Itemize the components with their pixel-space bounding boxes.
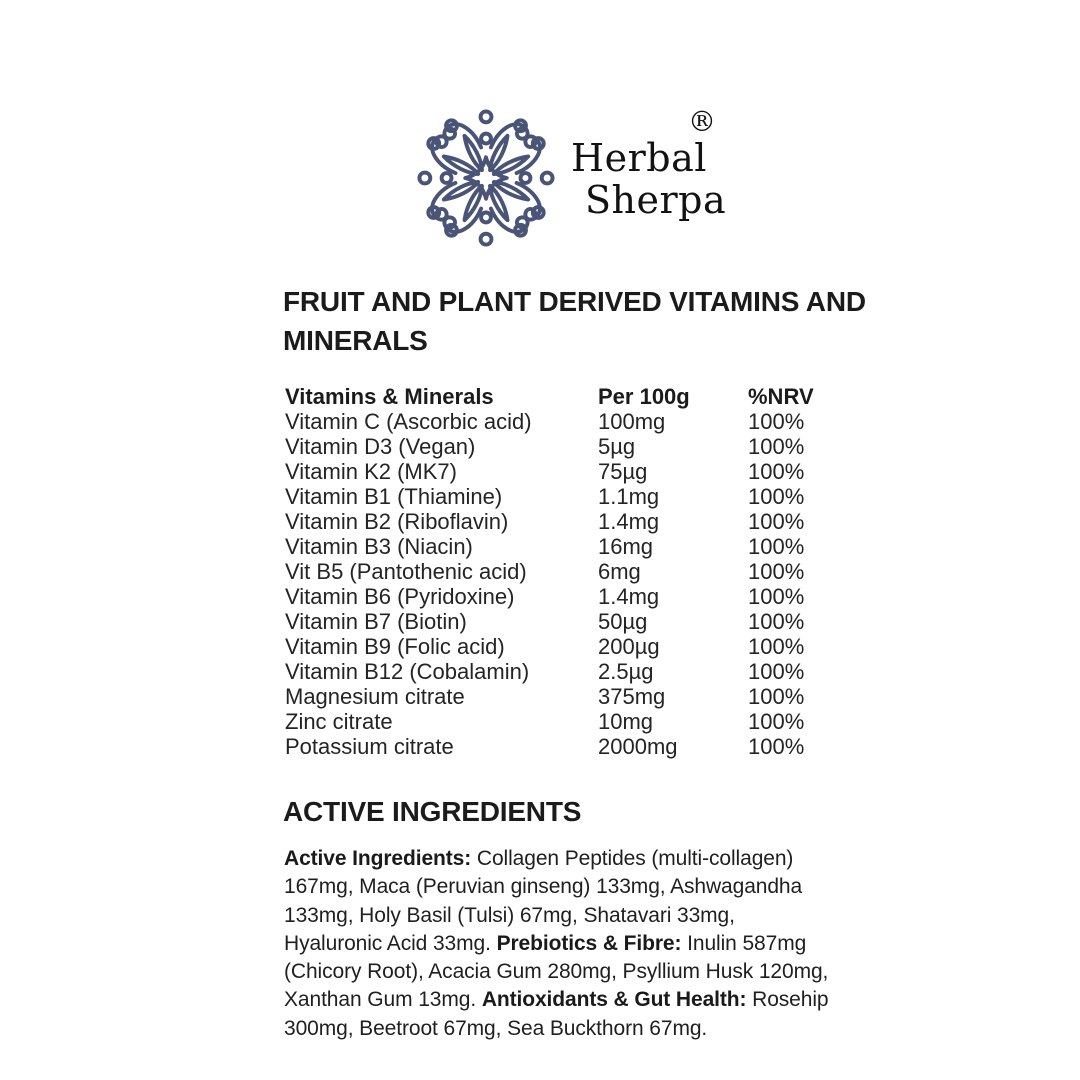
nutrient-name-cell: Zinc citrate <box>285 709 393 734</box>
nutrient-nrv-cell: 100% <box>748 434 805 459</box>
table-row <box>285 409 830 434</box>
nutrient-amount-cell: 50µg <box>598 609 648 634</box>
nutrient-name-cell: Vitamin B7 (Biotin) <box>285 609 467 634</box>
table-row <box>285 684 830 709</box>
nutrient-nrv-cell: 100% <box>748 684 805 709</box>
nutrient-name-cell: Vitamin D3 (Vegan) <box>285 434 476 459</box>
ingredient-list-text: Inulin 587mg (Chicory Root), Acacia Gum 280mg, Psyllium Husk 120mg, Xanthan Gum 13mg. <box>284 931 829 1012</box>
nutrient-amount-cell: 10mg <box>598 709 654 734</box>
column-header-amount: Per 100g <box>598 384 690 409</box>
nutrient-nrv-cell: 100% <box>748 584 805 609</box>
table-row <box>285 609 830 634</box>
nutrient-amount-cell: 16mg <box>598 534 654 559</box>
nutrient-name-cell: Vitamin C (Ascorbic acid) <box>285 409 532 434</box>
ingredient-list-text: Rosehip 300mg, Beetroot 67mg, Sea Buckthorn 67mg. <box>284 988 829 1040</box>
nutrient-amount-cell: 1.1mg <box>598 484 660 509</box>
nutrient-nrv-cell: 100% <box>748 459 805 484</box>
nutrient-name-cell: Vitamin B6 (Pyridoxine) <box>285 584 515 609</box>
nutrient-nrv-cell: 100% <box>748 609 805 634</box>
nutrient-name-cell: Vitamin B9 (Folic acid) <box>285 634 505 659</box>
nutrient-amount-cell: 5µg <box>598 434 636 459</box>
nutrient-nrv-cell: 100% <box>748 709 805 734</box>
table-header-row <box>285 384 830 409</box>
brand-mandala-icon <box>415 107 557 249</box>
nutrient-nrv-cell: 100% <box>748 484 805 509</box>
brand-name-line2: Sherpa <box>585 178 727 222</box>
nutrient-name-cell: Vitamin B1 (Thiamine) <box>285 484 503 509</box>
registered-trademark-symbol: ® <box>688 105 716 138</box>
nutrient-nrv-cell: 100% <box>748 559 805 584</box>
ingredient-group-label: Antioxidants & Gut Health: <box>481 988 747 1012</box>
nutrient-amount-cell: 200µg <box>598 634 660 659</box>
table-row <box>285 484 830 509</box>
nutrient-nrv-cell: 100% <box>748 409 805 434</box>
nutrient-name-cell: Vit B5 (Pantothenic acid) <box>285 559 527 584</box>
nutrient-name-cell: Potassium citrate <box>285 734 454 759</box>
nutrient-nrv-cell: 100% <box>748 534 805 559</box>
nutrient-amount-cell: 375mg <box>598 684 666 709</box>
table-row <box>285 459 830 484</box>
nutrient-nrv-cell: 100% <box>748 734 805 759</box>
table-row <box>285 659 830 684</box>
nutrient-nrv-cell: 100% <box>748 659 805 684</box>
ingredient-list-text: Collagen Peptides (multi-collagen) 167mg, Maca (Peruvian ginseng) 133mg, Ashwagandha 133mg, Holy Basil (Tulsi) 67mg, Shatavari 33mg, Hyaluronic Acid 33mg. <box>284 847 803 955</box>
nutrient-amount-cell: 6mg <box>598 559 641 584</box>
column-header-name: Vitamins & Minerals <box>285 384 494 409</box>
nutrient-amount-cell: 1.4mg <box>598 509 660 534</box>
table-row <box>285 559 830 584</box>
nutrient-name-cell: Vitamin B2 (Riboflavin) <box>285 509 509 534</box>
table-row <box>285 434 830 459</box>
nutrient-amount-cell: 100mg <box>598 409 666 434</box>
nutrient-amount-cell: 1.4mg <box>598 584 660 609</box>
nutrient-name-cell: Vitamin K2 (MK7) <box>285 459 457 484</box>
column-header-nrv: %NRV <box>748 384 814 409</box>
nutrient-amount-cell: 2.5µg <box>598 659 654 684</box>
nutrient-nrv-cell: 100% <box>748 634 805 659</box>
table-row <box>285 584 830 609</box>
brand-name-line1: Herbal <box>571 136 707 180</box>
page-title: FRUIT AND PLANT DERIVED VITAMINS AND MINERALS <box>283 286 866 356</box>
table-row <box>285 534 830 559</box>
table-row <box>285 634 830 659</box>
active-ingredients-heading: ACTIVE INGREDIENTS <box>283 796 582 827</box>
active-ingredients-paragraph <box>284 845 831 1043</box>
table-row <box>285 734 830 759</box>
nutrient-name-cell: Vitamin B3 (Niacin) <box>285 534 473 559</box>
nutrient-amount-cell: 2000mg <box>598 734 678 759</box>
table-row <box>285 709 830 734</box>
nutrient-amount-cell: 75µg <box>598 459 648 484</box>
table-row <box>285 509 830 534</box>
ingredient-group-label: Active Ingredients: <box>284 847 472 870</box>
nutrition-table <box>285 384 830 759</box>
nutrient-name-cell: Vitamin B12 (Cobalamin) <box>285 659 530 684</box>
nutrient-name-cell: Magnesium citrate <box>285 684 465 709</box>
ingredient-group-label: Prebiotics & Fibre: <box>496 931 682 955</box>
nutrient-nrv-cell: 100% <box>748 509 805 534</box>
